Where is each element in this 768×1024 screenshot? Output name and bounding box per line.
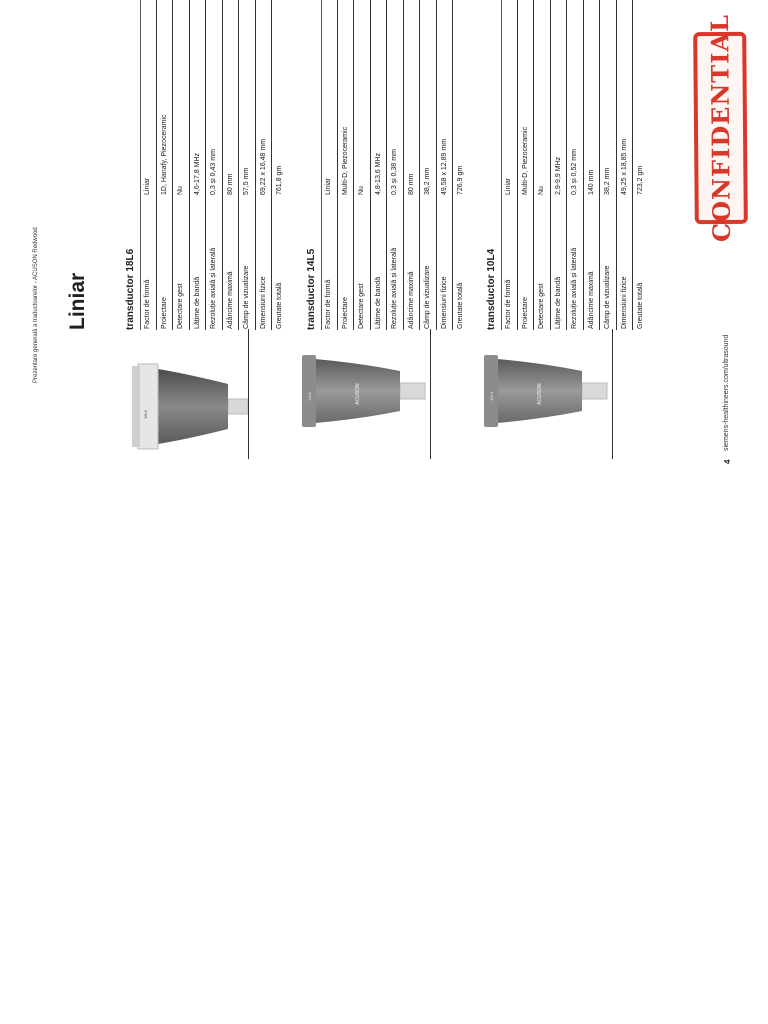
probe-10l4-illustration: [482, 341, 612, 441]
table-row: Factor de formă Liniar: [140, 0, 157, 330]
table-row: Câmp de vizualizare 38,2 mm: [420, 0, 437, 330]
table-row: Detectare gest Nu: [534, 0, 551, 330]
spec-table: [321, 0, 469, 330]
table-row: Dimensiuni fizice 69,22 x 16,48 mm: [256, 0, 273, 330]
document-header: Prezentare generală a traductoarelor - ACUSON Redwood: [33, 227, 39, 383]
table-row: Rezoluție axială și laterală 0,3 și 0,52 mm: [567, 0, 584, 330]
spec-table: [501, 0, 649, 330]
table-row: Câmp de vizualizare 57,5 mm: [239, 0, 256, 330]
confidential-stamp: [693, 13, 748, 243]
table-row: Proiectare Multi-D, Piezoceramic: [338, 0, 355, 330]
table-row: Proiectare 1D, Hanafy, Piezoceramic: [157, 0, 174, 330]
stamp-text: CONFIDENTIAL: [705, 13, 736, 243]
brand-logo: ACUSON: [537, 383, 543, 405]
brand-logo: ACUSON: [355, 383, 361, 405]
table-row: Rezoluție axială și laterală 0,3 și 0,43 mm: [206, 0, 223, 330]
table-row: Factor de formă Liniar: [501, 0, 518, 330]
probe-14l5-illustration: [300, 341, 430, 441]
transducer-image-18l6: [118, 344, 258, 469]
page-title: Liniar: [66, 272, 89, 330]
section-title: transductor 18L6: [124, 0, 141, 330]
image-divider: [430, 329, 431, 459]
table-row: Greutate totală 723,2 gm: [637, 165, 644, 329]
table-row: Rezoluție axială și laterală 0,3 și 0,38 mm: [387, 0, 404, 330]
table-row: Lățime de bandă 4,8-13,6 MHz: [371, 0, 388, 330]
image-divider: [248, 329, 249, 459]
image-divider: [612, 329, 613, 459]
table-row: Lățime de bandă 2,9-9,9 MHz: [551, 0, 568, 330]
table-row: Lățime de bandă 4,6-17,8 MHz: [190, 0, 207, 330]
table-row: Adâncime maximă 140 mm: [584, 0, 601, 330]
table-row: Greutate totală 761,8 gm: [276, 165, 283, 329]
table-row: Adâncime maximă 80 mm: [404, 0, 421, 330]
table-row: Proiectare Multi-D, Piezoceramic: [518, 0, 535, 330]
probe-label: 14L5: [307, 392, 312, 401]
probe-label: 18L6: [143, 410, 148, 419]
page-number: 4: [723, 459, 732, 464]
table-row: Greutate totală 726,9 gm: [457, 165, 464, 329]
table-row: Dimensiuni fizice 49,58 x 12,89 mm: [437, 0, 454, 330]
section-title: transductor 10L4: [485, 0, 502, 330]
table-row: Câmp de vizualizare 38,2 mm: [600, 0, 617, 330]
table-row: Dimensiuni fizice 49,25 x 18,85 mm: [617, 0, 634, 330]
table-row: Factor de formă Liniar: [321, 0, 338, 330]
transducer-image-14l5: [300, 341, 430, 441]
table-row: Adâncime maximă 80 mm: [223, 0, 240, 330]
probe-18l6-illustration: [118, 344, 258, 469]
spec-table: [140, 0, 288, 330]
probe-label: 10L4: [489, 392, 494, 401]
transducer-image-10l4: [482, 341, 612, 441]
section-title: transductor 14L5: [305, 0, 322, 330]
table-row: Detectare gest Nu: [173, 0, 190, 330]
footer-url: siemens-healthineers.com/ultrasound: [723, 334, 730, 451]
table-row: Detectare gest Nu: [354, 0, 371, 330]
